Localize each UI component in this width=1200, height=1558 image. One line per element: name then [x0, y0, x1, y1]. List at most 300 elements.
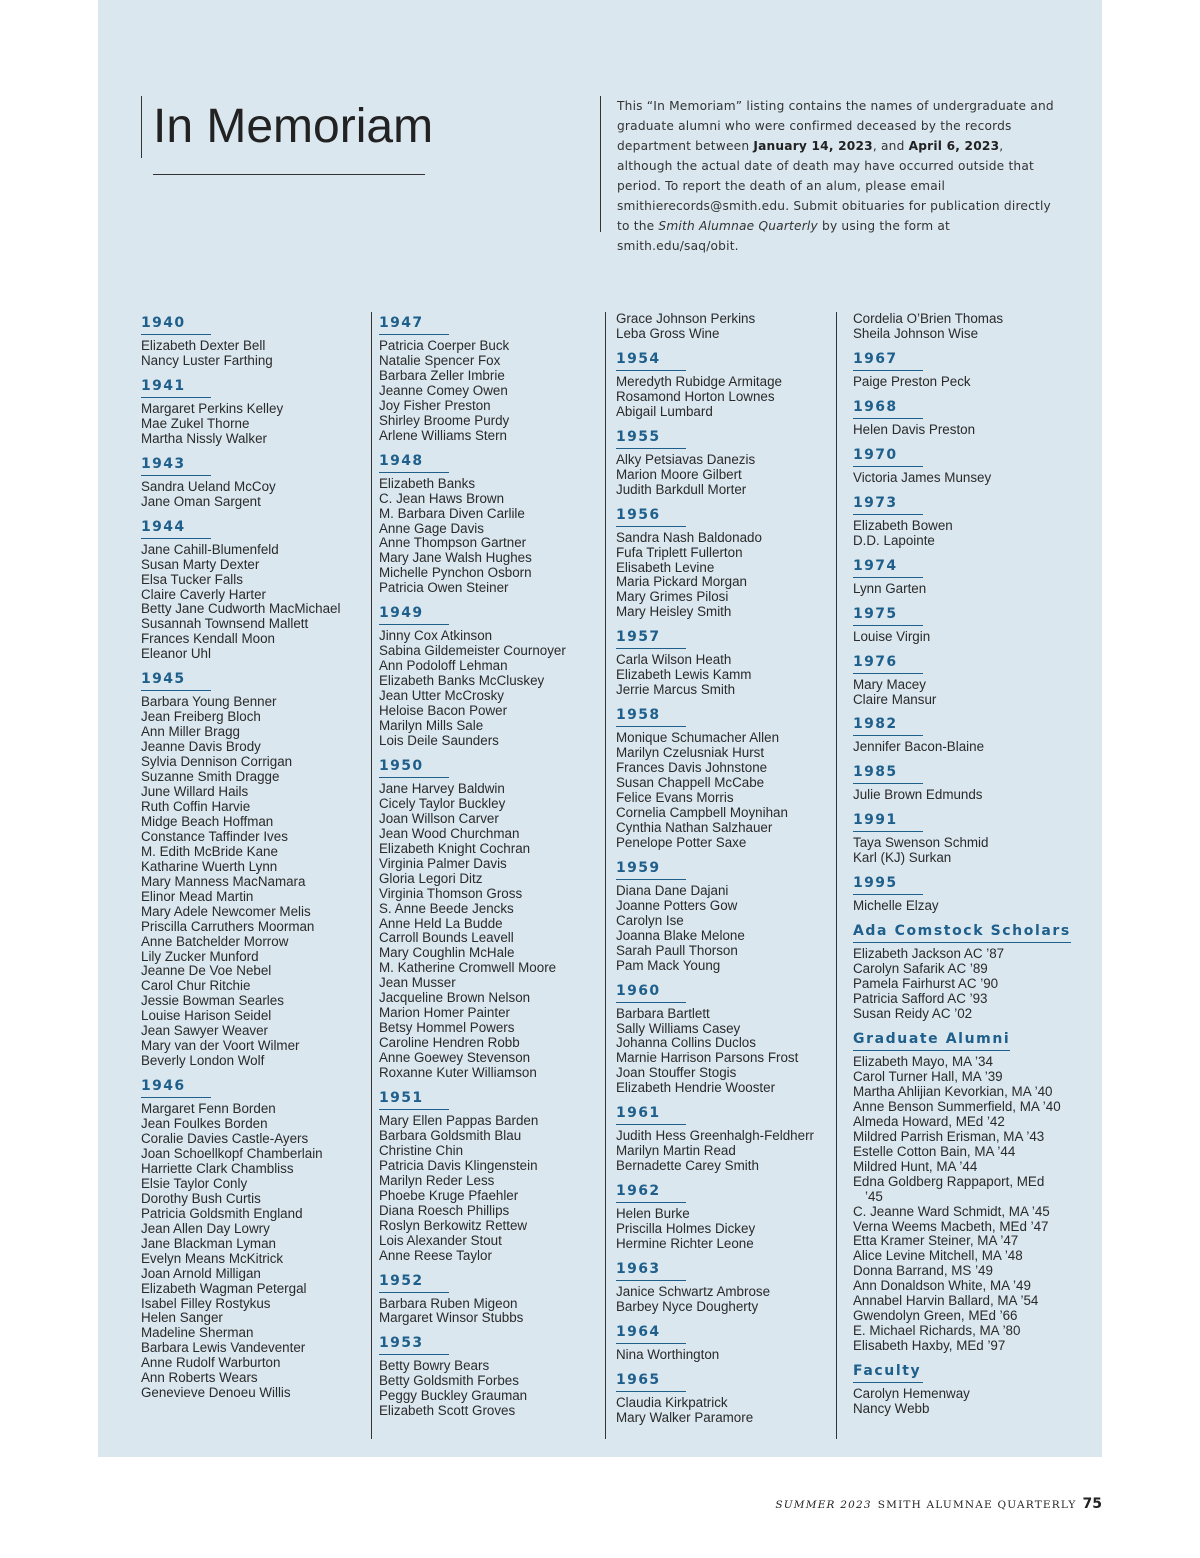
- list-item: Jacqueline Brown Nelson: [379, 990, 531, 1006]
- class-year-heading: 1952: [379, 1272, 449, 1293]
- name-list: [379, 629, 605, 749]
- intro-text-4: by using the form at smith.edu/saq/obit.: [617, 219, 951, 253]
- list-item: Mary Heisley Smith: [616, 604, 732, 620]
- name-list: [379, 1114, 605, 1264]
- list-item: Caroline Hendren Robb: [379, 1035, 520, 1051]
- list-item: Marilyn Martin Read: [616, 1143, 736, 1159]
- intro-date-end: April 6, 2023: [908, 139, 1000, 153]
- list-item: Victoria James Munsey: [853, 469, 992, 485]
- list-item: Cynthia Nathan Salzhauer: [616, 819, 773, 835]
- list-item: Cornelia Campbell Moynihan: [616, 804, 788, 820]
- list-item: Carolyn Hemenway: [853, 1386, 970, 1402]
- intro-publication: Smith Alumnae Quarterly: [658, 219, 818, 233]
- class-group: [616, 426, 836, 498]
- list-item: Jane Harvey Baldwin: [379, 780, 505, 796]
- class-year-heading: 1975: [853, 605, 923, 626]
- list-item: Leba Gross Wine: [616, 325, 720, 341]
- list-item: Priscilla Holmes Dickey: [616, 1221, 756, 1237]
- list-item: Mae Zukel Thorne: [141, 415, 250, 431]
- list-item: Susan Marty Dexter: [141, 556, 260, 572]
- name-list: [616, 1285, 836, 1315]
- list-item: Penelope Potter Saxe: [616, 834, 747, 850]
- list-item: Virginia Palmer Davis: [379, 855, 507, 871]
- list-item: Jean Foulkes Borden: [141, 1116, 268, 1132]
- list-item: Judith Hess Greenhalgh-Feldherr: [616, 1128, 814, 1144]
- list-item: Diana Dane Dajani: [616, 882, 729, 898]
- class-year-heading: 1944: [141, 518, 211, 539]
- list-item: Jean Musser: [379, 975, 456, 991]
- name-list: [853, 947, 1093, 1022]
- list-item: Ann Roberts Wears: [141, 1370, 258, 1386]
- intro-paragraph: [600, 96, 1062, 253]
- list-item: Sandra Ueland McCoy: [141, 478, 276, 494]
- list-item: Ann Donaldson White, MA ’49: [853, 1278, 1031, 1294]
- list-item: Heloise Bacon Power: [379, 703, 508, 719]
- list-item: Jane Oman Sargent: [141, 493, 261, 509]
- list-item: Helen Davis Preston: [853, 421, 976, 437]
- class-year-heading: 1995: [853, 874, 923, 895]
- list-item: Marion Moore Gilbert: [616, 466, 742, 482]
- list-item: Maria Pickard Morgan: [616, 574, 747, 590]
- column-2: [379, 312, 606, 1439]
- list-item: Joan Willson Carver: [379, 810, 499, 826]
- list-item: Michelle Elzay: [853, 898, 939, 914]
- list-item: Mary Ellen Pappas Barden: [379, 1112, 539, 1128]
- name-list: [379, 1297, 605, 1327]
- list-item: Christine Chin: [379, 1142, 464, 1158]
- intro-text-1: This “In Memoriam” listing contains the names of undergraduate and graduate alumni who were confirmed deceased by the records department between: [617, 99, 1054, 153]
- list-item: Jennifer Bacon-Blaine: [853, 739, 985, 755]
- list-item: Sally Williams Casey: [616, 1020, 741, 1036]
- class-year-heading: 1961: [616, 1104, 686, 1125]
- list-item: Alky Petsiavas Danezis: [616, 451, 756, 467]
- list-item: Marnie Harrison Parsons Frost: [616, 1050, 799, 1066]
- list-item: Janice Schwartz Ambrose: [616, 1283, 771, 1299]
- name-list: [616, 884, 836, 974]
- list-item: Mary Jane Walsh Hughes: [379, 550, 532, 566]
- class-year-heading: 1970: [853, 446, 923, 467]
- list-item: Anne Thompson Gartner: [379, 535, 527, 551]
- name-list: [853, 1055, 1093, 1354]
- name-list: [853, 836, 1093, 866]
- page-footer: [775, 1496, 1102, 1516]
- name-list: [616, 375, 836, 420]
- list-item: Lois Deile Saunders: [379, 732, 499, 748]
- class-year-heading: 1973: [853, 494, 923, 515]
- list-item: Elizabeth Jackson AC ’87: [853, 946, 1005, 962]
- list-item: Mary Macey: [853, 676, 926, 692]
- list-item: Jinny Cox Atkinson: [379, 628, 493, 644]
- list-item: Coralie Davies Castle-Ayers: [141, 1131, 309, 1147]
- class-group: [379, 755, 605, 1081]
- class-year-heading: 1965: [616, 1371, 686, 1392]
- class-group: [853, 603, 1093, 645]
- list-item: Joan Arnold Milligan: [141, 1265, 261, 1281]
- footer-publication: SMITH ALUMNAE QUARTERLY: [877, 1499, 1077, 1511]
- list-item: Patricia Owen Steiner: [379, 580, 509, 596]
- class-group: [616, 348, 836, 420]
- class-group: [379, 1270, 605, 1327]
- class-group: [853, 713, 1093, 755]
- list-item: Grace Johnson Perkins: [616, 311, 756, 326]
- list-item: Lynn Garten: [853, 580, 927, 596]
- list-item: Barbara Lewis Vandeventer: [141, 1340, 306, 1356]
- list-item: Claire Mansur: [853, 691, 937, 707]
- class-year-heading: 1967: [853, 350, 923, 371]
- list-item: Frances Davis Johnstone: [616, 760, 768, 776]
- name-list: [379, 477, 605, 597]
- name-list: [853, 630, 1093, 645]
- class-group: [616, 1321, 836, 1363]
- list-item: ’45: [865, 1188, 883, 1204]
- list-item: M. Edith McBride Kane: [141, 843, 278, 859]
- name-list: [616, 1348, 836, 1363]
- name-list: [853, 375, 1093, 390]
- class-group: [141, 668, 371, 1069]
- name-list: [616, 1129, 836, 1174]
- list-item: Jeanne De Voe Nebel: [141, 963, 272, 979]
- class-group: [616, 1258, 836, 1315]
- list-item: Claudia Kirkpatrick: [616, 1394, 728, 1410]
- list-item: Evelyn Means McKitrick: [141, 1250, 284, 1266]
- list-item: Peggy Buckley Grauman: [379, 1388, 528, 1404]
- class-group: [853, 1028, 1093, 1354]
- name-list: [141, 339, 371, 369]
- name-list: [853, 519, 1093, 549]
- name-list: [141, 695, 371, 1069]
- list-item: Roslyn Berkowitz Rettew: [379, 1217, 528, 1233]
- class-year-heading: 1976: [853, 653, 923, 674]
- list-item: Elsa Tucker Falls: [141, 571, 243, 587]
- class-group: [853, 348, 1093, 390]
- class-year-heading: 1991: [853, 811, 923, 832]
- list-item: Lily Zucker Munford: [141, 948, 259, 964]
- list-item: Joy Fisher Preston: [379, 397, 491, 413]
- list-item: Roxanne Kuter Williamson: [379, 1065, 537, 1081]
- list-item: Carla Wilson Heath: [616, 652, 732, 668]
- list-item: Carol Chur Ritchie: [141, 978, 251, 994]
- class-year-heading: 1956: [616, 506, 686, 527]
- list-item: Gloria Legori Ditz: [379, 870, 483, 886]
- class-year-heading: 1945: [141, 670, 211, 691]
- list-item: Dorothy Bush Curtis: [141, 1190, 261, 1206]
- class-year-heading: 1947: [379, 314, 449, 335]
- name-list: [616, 1396, 836, 1426]
- list-item: Suzanne Smith Dragge: [141, 769, 280, 785]
- list-item: Priscilla Carruthers Moorman: [141, 918, 315, 934]
- list-item: Diana Roesch Phillips: [379, 1202, 510, 1218]
- class-group: [616, 626, 836, 698]
- list-item: Gwendolyn Green, MEd ’66: [853, 1308, 1018, 1324]
- class-year-heading: 1957: [616, 628, 686, 649]
- list-item: Carroll Bounds Leavell: [379, 930, 514, 946]
- list-item: Elizabeth Scott Groves: [379, 1403, 516, 1419]
- name-list: [853, 678, 1093, 708]
- class-year-heading: 1940: [141, 314, 211, 335]
- title-block: [141, 96, 433, 158]
- class-year-heading: 1963: [616, 1260, 686, 1281]
- name-list: [853, 899, 1093, 914]
- list-item: Isabel Filley Rostykus: [141, 1295, 271, 1311]
- list-item: Karl (KJ) Surkan: [853, 850, 952, 866]
- list-item: Etta Kramer Steiner, MA ’47: [853, 1233, 1019, 1249]
- class-year-heading: 1958: [616, 706, 686, 727]
- list-item: Barbara Young Benner: [141, 694, 277, 710]
- class-group: [379, 1332, 605, 1419]
- class-year-heading: 1949: [379, 604, 449, 625]
- list-item: Louise Harison Seidel: [141, 1008, 272, 1024]
- list-item: Carolyn Safarik AC ’89: [853, 961, 988, 977]
- class-year-heading: Graduate Alumni: [853, 1030, 1010, 1051]
- name-list: [379, 339, 605, 444]
- class-year-heading: 1943: [141, 455, 211, 476]
- name-list: [853, 740, 1093, 755]
- class-group: [853, 809, 1093, 866]
- list-item: Nancy Webb: [853, 1401, 930, 1417]
- list-item: Joan Stouffer Stogis: [616, 1065, 737, 1081]
- class-year-heading: 1954: [616, 350, 686, 371]
- list-item: Anne Benson Summerfield, MA ’40: [853, 1098, 1061, 1114]
- list-item: Margaret Winsor Stubbs: [379, 1310, 524, 1326]
- list-item: S. Anne Beede Jencks: [379, 900, 514, 916]
- list-item: Lois Alexander Stout: [379, 1232, 502, 1248]
- list-item: Felice Evans Morris: [616, 790, 734, 806]
- name-list: [853, 1387, 1093, 1417]
- name-list: [616, 1207, 836, 1252]
- list-item: Edna Goldberg Rappaport, MEd: [853, 1173, 1045, 1189]
- list-item: D.D. Lapointe: [853, 532, 935, 548]
- class-group: [379, 312, 605, 444]
- list-item: Jean Utter McCrosky: [379, 688, 505, 704]
- class-year-heading: 1950: [379, 757, 449, 778]
- name-list: [141, 543, 371, 663]
- list-item: Annabel Harvin Ballard, MA ’54: [853, 1293, 1039, 1309]
- name-list: [616, 653, 836, 698]
- list-item: Barbara Ruben Migeon: [379, 1295, 518, 1311]
- page-number: 75: [1082, 1496, 1102, 1512]
- list-item: Ann Miller Bragg: [141, 724, 240, 740]
- class-year-heading: 1959: [616, 859, 686, 880]
- list-item: M. Barbara Diven Carlile: [379, 505, 525, 521]
- list-item: Arlene Williams Stern: [379, 427, 507, 443]
- list-item: Elizabeth Banks McCluskey: [379, 673, 545, 689]
- list-item: Mary Manness MacNamara: [141, 873, 306, 889]
- class-group: [616, 504, 836, 621]
- list-item: Barbara Goldsmith Blau: [379, 1127, 522, 1143]
- list-item: Midge Beach Hoffman: [141, 813, 274, 829]
- list-item: Sarah Paull Thorson: [616, 942, 738, 958]
- list-item: Shirley Broome Purdy: [379, 412, 510, 428]
- list-item: Anne Gage Davis: [379, 520, 484, 536]
- list-item: Judith Barkdull Morter: [616, 481, 747, 497]
- list-item: Nancy Luster Farthing: [141, 352, 273, 368]
- list-item: Margaret Fenn Borden: [141, 1101, 276, 1117]
- name-list: [616, 731, 836, 851]
- list-item: Patricia Safford AC ’93: [853, 991, 988, 1007]
- list-item: M. Katherine Cromwell Moore: [379, 960, 557, 976]
- list-item: Sabina Gildemeister Cournoyer: [379, 643, 566, 659]
- list-item: E. Michael Richards, MA ’80: [853, 1323, 1021, 1339]
- list-item: Elisabeth Haxby, MEd ’97: [853, 1338, 1006, 1354]
- name-list: [141, 402, 371, 447]
- list-item: Katharine Wuerth Lynn: [141, 858, 278, 874]
- list-item: Cordelia O’Brien Thomas: [853, 311, 1004, 326]
- list-item: Helen Burke: [616, 1206, 690, 1222]
- name-list: [853, 788, 1093, 803]
- list-item: Jean Allen Day Lowry: [141, 1220, 270, 1236]
- column-1: [141, 312, 372, 1439]
- list-item: Barbara Bartlett: [616, 1005, 710, 1021]
- list-item: Betty Goldsmith Forbes: [379, 1373, 519, 1389]
- list-item: Betty Bowry Bears: [379, 1358, 490, 1374]
- class-year-heading: 1946: [141, 1077, 211, 1098]
- page-title: In Memoriam: [153, 100, 434, 153]
- name-list: [616, 1007, 836, 1097]
- list-item: Sylvia Dennison Corrigan: [141, 754, 293, 770]
- class-group: [616, 857, 836, 974]
- list-item: Anne Reese Taylor: [379, 1247, 492, 1263]
- class-group: [853, 872, 1093, 914]
- name-list: [853, 582, 1093, 597]
- class-year-heading: 1960: [616, 982, 686, 1003]
- class-group: [853, 761, 1093, 803]
- class-group: [853, 920, 1093, 1022]
- list-item: Jane Blackman Lyman: [141, 1235, 276, 1251]
- class-group: [616, 980, 836, 1097]
- list-item: Claire Caverly Harter: [141, 586, 267, 602]
- class-year-heading: 1974: [853, 557, 923, 578]
- list-item: Elsie Taylor Conly: [141, 1175, 248, 1191]
- name-list: [379, 782, 605, 1081]
- list-item: Phoebe Kruge Pfaehler: [379, 1187, 519, 1203]
- class-group: [616, 1180, 836, 1252]
- list-item: C. Jean Haws Brown: [379, 490, 505, 506]
- list-item: Jeanne Davis Brody: [141, 739, 261, 755]
- class-year-heading: 1964: [616, 1323, 686, 1344]
- class-group: [853, 312, 1093, 342]
- list-item: Pamela Fairhurst AC ’90: [853, 976, 999, 992]
- list-item: Elizabeth Mayo, MA ’34: [853, 1054, 993, 1070]
- list-item: Mary van der Voort Wilmer: [141, 1038, 300, 1054]
- list-item: Jean Freiberg Bloch: [141, 709, 261, 725]
- list-item: Michelle Pynchon Osborn: [379, 565, 532, 581]
- class-group: [141, 1075, 371, 1401]
- list-item: Patricia Coerper Buck: [379, 338, 510, 353]
- class-year-heading: 1953: [379, 1334, 449, 1355]
- class-year-heading: Ada Comstock Scholars: [853, 922, 1071, 943]
- list-item: Anne Goewey Stevenson: [379, 1050, 531, 1066]
- list-item: Genevieve Denoeu Willis: [141, 1385, 291, 1401]
- list-item: Ann Podoloff Lehman: [379, 658, 508, 674]
- list-item: Constance Taffinder Ives: [141, 828, 288, 844]
- list-item: Margaret Perkins Kelley: [141, 400, 284, 416]
- list-item: Natalie Spencer Fox: [379, 352, 501, 368]
- list-item: Joanne Potters Gow: [616, 897, 738, 913]
- class-group: [853, 396, 1093, 438]
- list-item: Rosamond Horton Lownes: [616, 388, 775, 404]
- list-item: Jerrie Marcus Smith: [616, 682, 736, 698]
- list-item: Elizabeth Banks: [379, 475, 476, 491]
- list-item: Frances Kendall Moon: [141, 631, 275, 647]
- list-item: Anne Held La Budde: [379, 915, 503, 931]
- footer-season: SUMMER 2023: [775, 1499, 872, 1511]
- list-item: Hermine Richter Leone: [616, 1236, 754, 1252]
- class-year-heading: 1968: [853, 398, 923, 419]
- class-group: [853, 444, 1093, 486]
- list-item: Martha Nissly Walker: [141, 430, 267, 446]
- list-item: Jane Cahill-Blumenfeld: [141, 541, 279, 557]
- list-item: Mary Walker Paramore: [616, 1409, 754, 1425]
- list-item: Mary Adele Newcomer Melis: [141, 903, 311, 919]
- list-item: Susannah Townsend Mallett: [141, 616, 309, 632]
- list-item: Patricia Goldsmith England: [141, 1205, 303, 1221]
- class-year-heading: 1955: [616, 428, 686, 449]
- list-item: Abigail Lumbard: [616, 403, 713, 419]
- list-item: Bernadette Carey Smith: [616, 1158, 759, 1174]
- class-group: [141, 312, 371, 369]
- column-4: [853, 312, 1093, 1439]
- list-item: Mildred Parrish Erisman, MA ’43: [853, 1128, 1045, 1144]
- intro-date-start: January 14, 2023: [753, 139, 873, 153]
- class-group: [141, 516, 371, 663]
- list-item: Mildred Hunt, MA ’44: [853, 1158, 978, 1174]
- class-year-heading: 1948: [379, 452, 449, 473]
- list-item: Elizabeth Knight Cochran: [379, 840, 531, 856]
- list-item: Betsy Hommel Powers: [379, 1020, 515, 1036]
- class-group: [853, 1360, 1093, 1417]
- list-item: Louise Virgin: [853, 628, 931, 644]
- list-item: Donna Barrand, MS ’49: [853, 1263, 993, 1279]
- class-group: [616, 704, 836, 851]
- class-group: [616, 1369, 836, 1426]
- column-3: [616, 312, 837, 1439]
- list-item: Alice Levine Mitchell, MA ’48: [853, 1248, 1023, 1264]
- class-year-heading: 1962: [616, 1182, 686, 1203]
- class-year-heading: 1982: [853, 715, 923, 736]
- list-item: Anne Batchelder Morrow: [141, 933, 289, 949]
- list-item: Fufa Triplett Fullerton: [616, 544, 743, 560]
- list-item: Anne Rudolf Warburton: [141, 1355, 281, 1371]
- list-item: Elizabeth Wagman Petergal: [141, 1280, 307, 1296]
- intro-text-2: , and: [872, 139, 909, 153]
- class-group: [853, 651, 1093, 708]
- name-list: [616, 312, 836, 342]
- name-list: [853, 312, 1093, 342]
- list-item: Marilyn Czelusniak Hurst: [616, 745, 765, 761]
- list-item: Pam Mack Young: [616, 957, 721, 973]
- list-item: Julie Brown Edmunds: [853, 787, 983, 803]
- class-group: [853, 492, 1093, 549]
- list-item: Nina Worthington: [616, 1346, 720, 1362]
- name-list: [853, 471, 1093, 486]
- list-item: Taya Swenson Schmid: [853, 835, 989, 851]
- class-year-heading: 1941: [141, 377, 211, 398]
- title-underline: [153, 174, 425, 175]
- list-item: Elinor Mead Martin: [141, 888, 254, 904]
- list-item: Meredyth Rubidge Armitage: [616, 373, 782, 389]
- class-group: [379, 1087, 605, 1264]
- list-item: Monique Schumacher Allen: [616, 730, 780, 746]
- list-item: Barbara Zeller Imbrie: [379, 367, 505, 383]
- name-list: [853, 423, 1093, 438]
- list-item: C. Jeanne Ward Schmidt, MA ’45: [853, 1203, 1050, 1219]
- list-item: Eleanor Uhl: [141, 646, 211, 662]
- name-list: [141, 480, 371, 510]
- list-item: Barbey Nyce Dougherty: [616, 1298, 759, 1314]
- list-item: Paige Preston Peck: [853, 373, 971, 389]
- list-item: Jeanne Comey Owen: [379, 382, 508, 398]
- list-item: Elizabeth Lewis Kamm: [616, 667, 752, 683]
